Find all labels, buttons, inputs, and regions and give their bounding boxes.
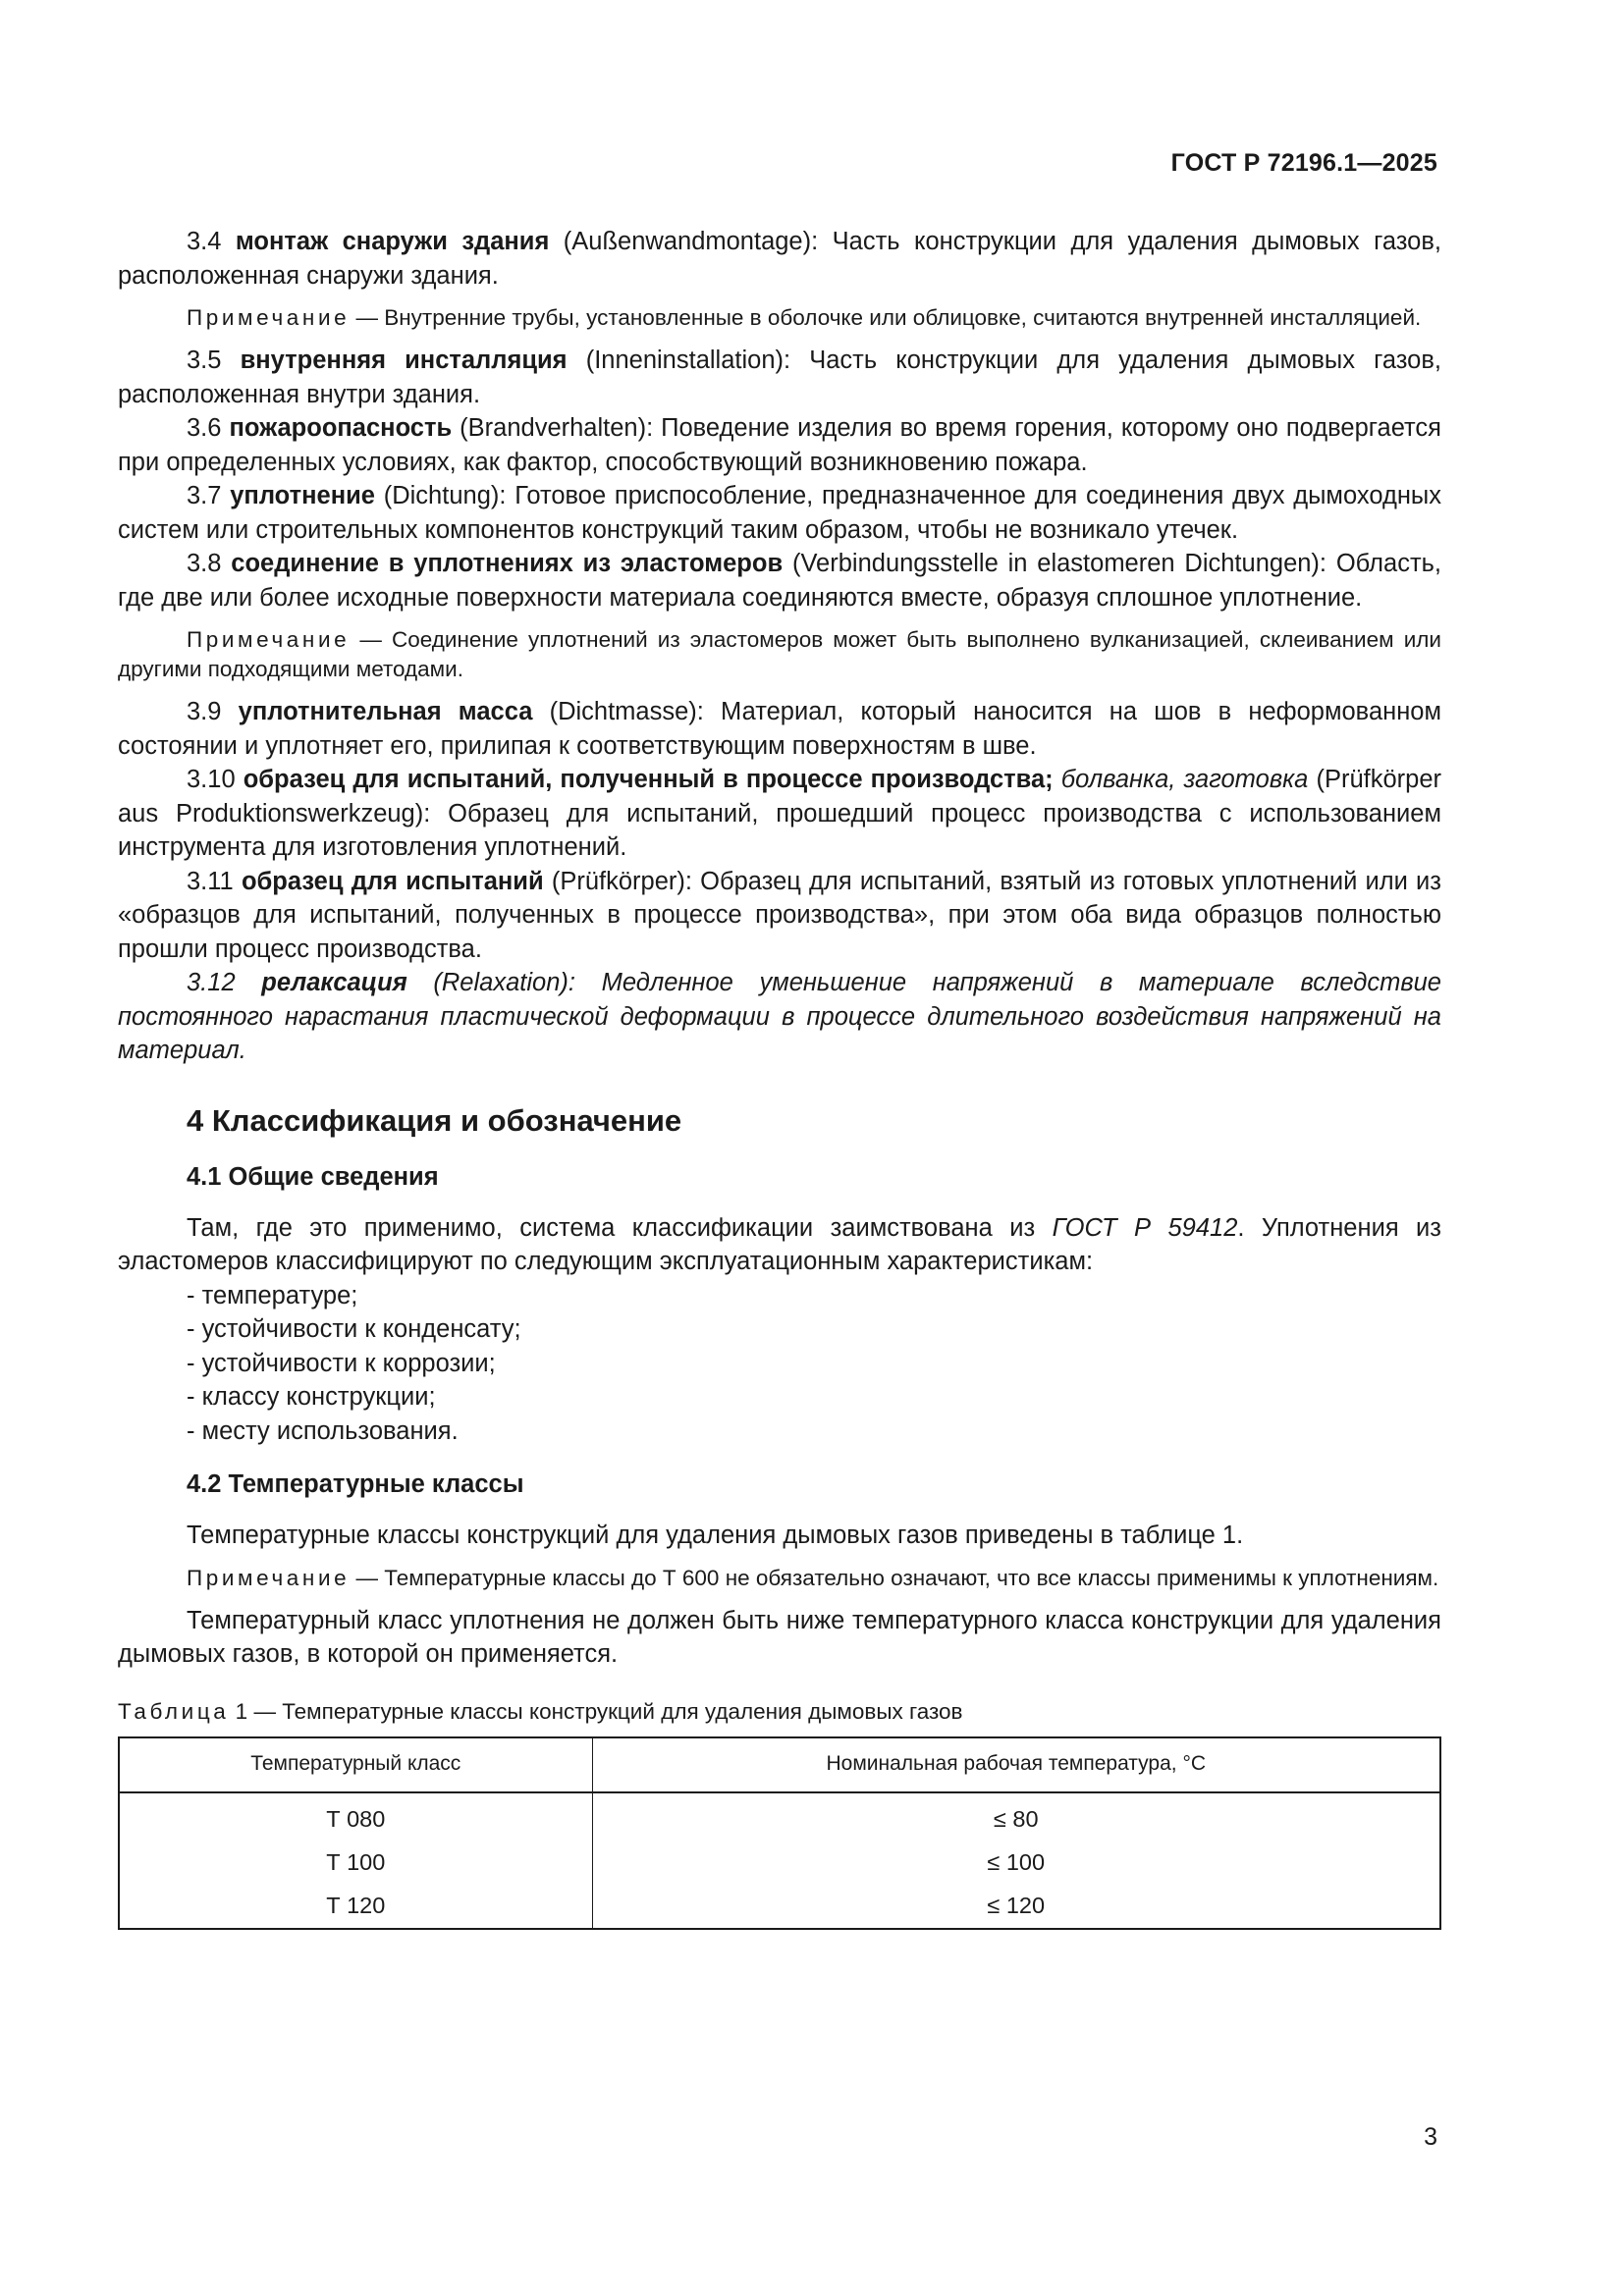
definition-text: (Verbindungsstelle in elastomeren Dichtungen): Область, где две или более исходные поверхности материала соединяются вместе, образуя сплошное уплотнение. [118,550,1441,612]
definition-text: (Prüfkörper): Образец для испытаний, взятый из готовых уплотнений или из «образцов для испытаний, полученных в процессе производства», при этом оба вида образцов полностью прошли процесс производства. [118,867,1441,963]
table-row [119,1792,1440,1842]
list-item: - месту использования. [187,1416,459,1445]
definition-text: (Relaxation): Медленное уменьшение напряжений в материале вследствие постоянного нарастания пластической деформации в процессе длительного воздействия напряжений на материал. [118,969,1441,1064]
note-label: Примечание [187,1565,351,1590]
note-3 [118,1564,1441,1593]
term-number: 3.7 [187,482,231,509]
definition-text: (Dichtung): Готовое приспособление, предназначенное для соединения двух дымоходных систем или строительных компонентов конструкций таким образом, чтобы не возникало утечек. [118,482,1441,544]
definition-3-4 [118,225,1441,293]
note-label: Примечание [187,305,351,330]
term-number: 3.12 [187,969,262,996]
term-number: 3.5 [187,347,241,374]
standard-reference: ГОСТ Р 59412 [1052,1213,1238,1242]
note-2 [118,625,1441,684]
list-item: - классу конструкции; [187,1383,436,1411]
document-code: ГОСТ Р 72196.1—2025 [1170,149,1437,177]
note-text: — Соединение уплотнений из эластомеров может быть выполнено вулканизацией, склеиванием или другими подходящими методами. [118,627,1441,681]
term: уплотнительная масса [238,698,533,725]
definition-text: (Außenwandmontage): Часть конструкции для удаления дымовых газов, расположенная снаружи здания. [118,228,1441,290]
section-4-1-intro [118,1211,1441,1279]
note-text: — Температурные классы до Т 600 не обязательно означают, что все классы применимы к уплотнениям. [350,1565,1439,1590]
subsection-4-2-heading: 4.2 Температурные классы [187,1470,524,1498]
table-header-row [119,1737,1440,1792]
document-body [118,225,1441,1930]
definition-3-10 [118,763,1441,865]
classification-list [118,1279,1441,1449]
term-number: 3.6 [187,414,230,442]
caption-text: 1 — Температурные классы конструкций для удаления дымовых газов [229,1698,963,1724]
intro-text: Там, где это применимо, система классификации заимствована из [187,1213,1053,1242]
term: соединение в уплотнениях из эластомеров [231,550,784,577]
section-4-heading: 4 Классификация и обозначение [187,1102,682,1138]
definition-3-6 [118,411,1441,479]
term: релаксация [261,969,407,996]
column-header: Температурный класс [119,1737,592,1792]
note-label: Примечание [187,627,351,652]
table-cell: ≤ 100 [592,1842,1440,1885]
page-number: 3 [1424,2123,1437,2151]
table-cell: ≤ 80 [592,1792,1440,1842]
table-cell: Т 120 [326,1893,386,1919]
temperature-classes-table [118,1736,1441,1930]
note-1 [118,303,1441,333]
table-cell: ≤ 120 [592,1885,1440,1929]
definition-text: (Brandverhalten): Поведение изделия во время горения, которому оно подвергается при определенных условиях, как фактор, способствующий возникновению пожара. [118,414,1441,476]
list-item: - температуре; [187,1281,358,1309]
subsection-4-1-heading: 4.1 Общие сведения [187,1162,439,1191]
definition-3-11 [118,865,1441,967]
term: уплотнение [230,482,375,509]
caption-label: Таблица [118,1698,230,1724]
term-number: 3.9 [187,698,239,725]
column-header: Номинальная рабочая температура, °С [592,1737,1440,1792]
table-cell: Т 080 [326,1806,386,1833]
term: монтаж снаружи здания [235,228,550,255]
term-number: 3.11 [187,867,242,895]
definition-text: (Prüfkörper aus Produktionswerkzeug): Образец для испытаний, прошедший процесс производства с использованием инструмента для изготовления уплотнений. [118,766,1441,861]
table-row [119,1842,1440,1885]
definition-text: (Dichtmasse): Материал, который наносится на шов в неформованном состоянии и уплотняет его, прилипая к соответствующим поверхностям в шве. [118,698,1442,760]
table-caption [118,1697,1441,1727]
list-item: - устойчивости к конденсату; [187,1315,521,1343]
intro-text-cont: . Уплотнения из эластомеров классифицируют по следующим эксплуатационным характеристикам: [118,1213,1441,1275]
term: образец для испытаний [241,867,544,895]
section-4-2-paragraph-2: Температурный класс уплотнения не должен быть ниже температурного класса конструкции для удаления дымовых газов, в которой он применяется. [118,1606,1441,1668]
definition-3-5 [118,344,1441,411]
definition-3-8 [118,547,1441,614]
term-number: 3.4 [187,228,236,255]
definition-3-9 [118,695,1441,763]
term-number: 3.10 [187,766,244,793]
term: пожароопасность [229,414,453,442]
list-item: - устойчивости к коррозии; [187,1349,496,1377]
table-row [119,1885,1440,1929]
note-text: — Внутренние трубы, установленные в оболочке или облицовке, считаются внутренней инсталляцией. [350,305,1422,330]
term-synonym: болванка, заготовка [1053,766,1309,793]
table-cell: Т 100 [326,1849,386,1876]
section-4-2-paragraph-1: Температурные классы конструкций для удаления дымовых газов приведены в таблице 1. [187,1522,1244,1549]
term: внутренняя инсталляция [240,347,568,374]
term-number: 3.8 [187,550,232,577]
definition-3-12 [118,966,1441,1068]
definition-text: (Inneninstallation): Часть конструкции для удаления дымовых газов, расположенная внутри здания. [118,347,1441,408]
definition-3-7 [118,479,1441,547]
term: образец для испытаний, полученный в процессе производства; [243,766,1054,793]
